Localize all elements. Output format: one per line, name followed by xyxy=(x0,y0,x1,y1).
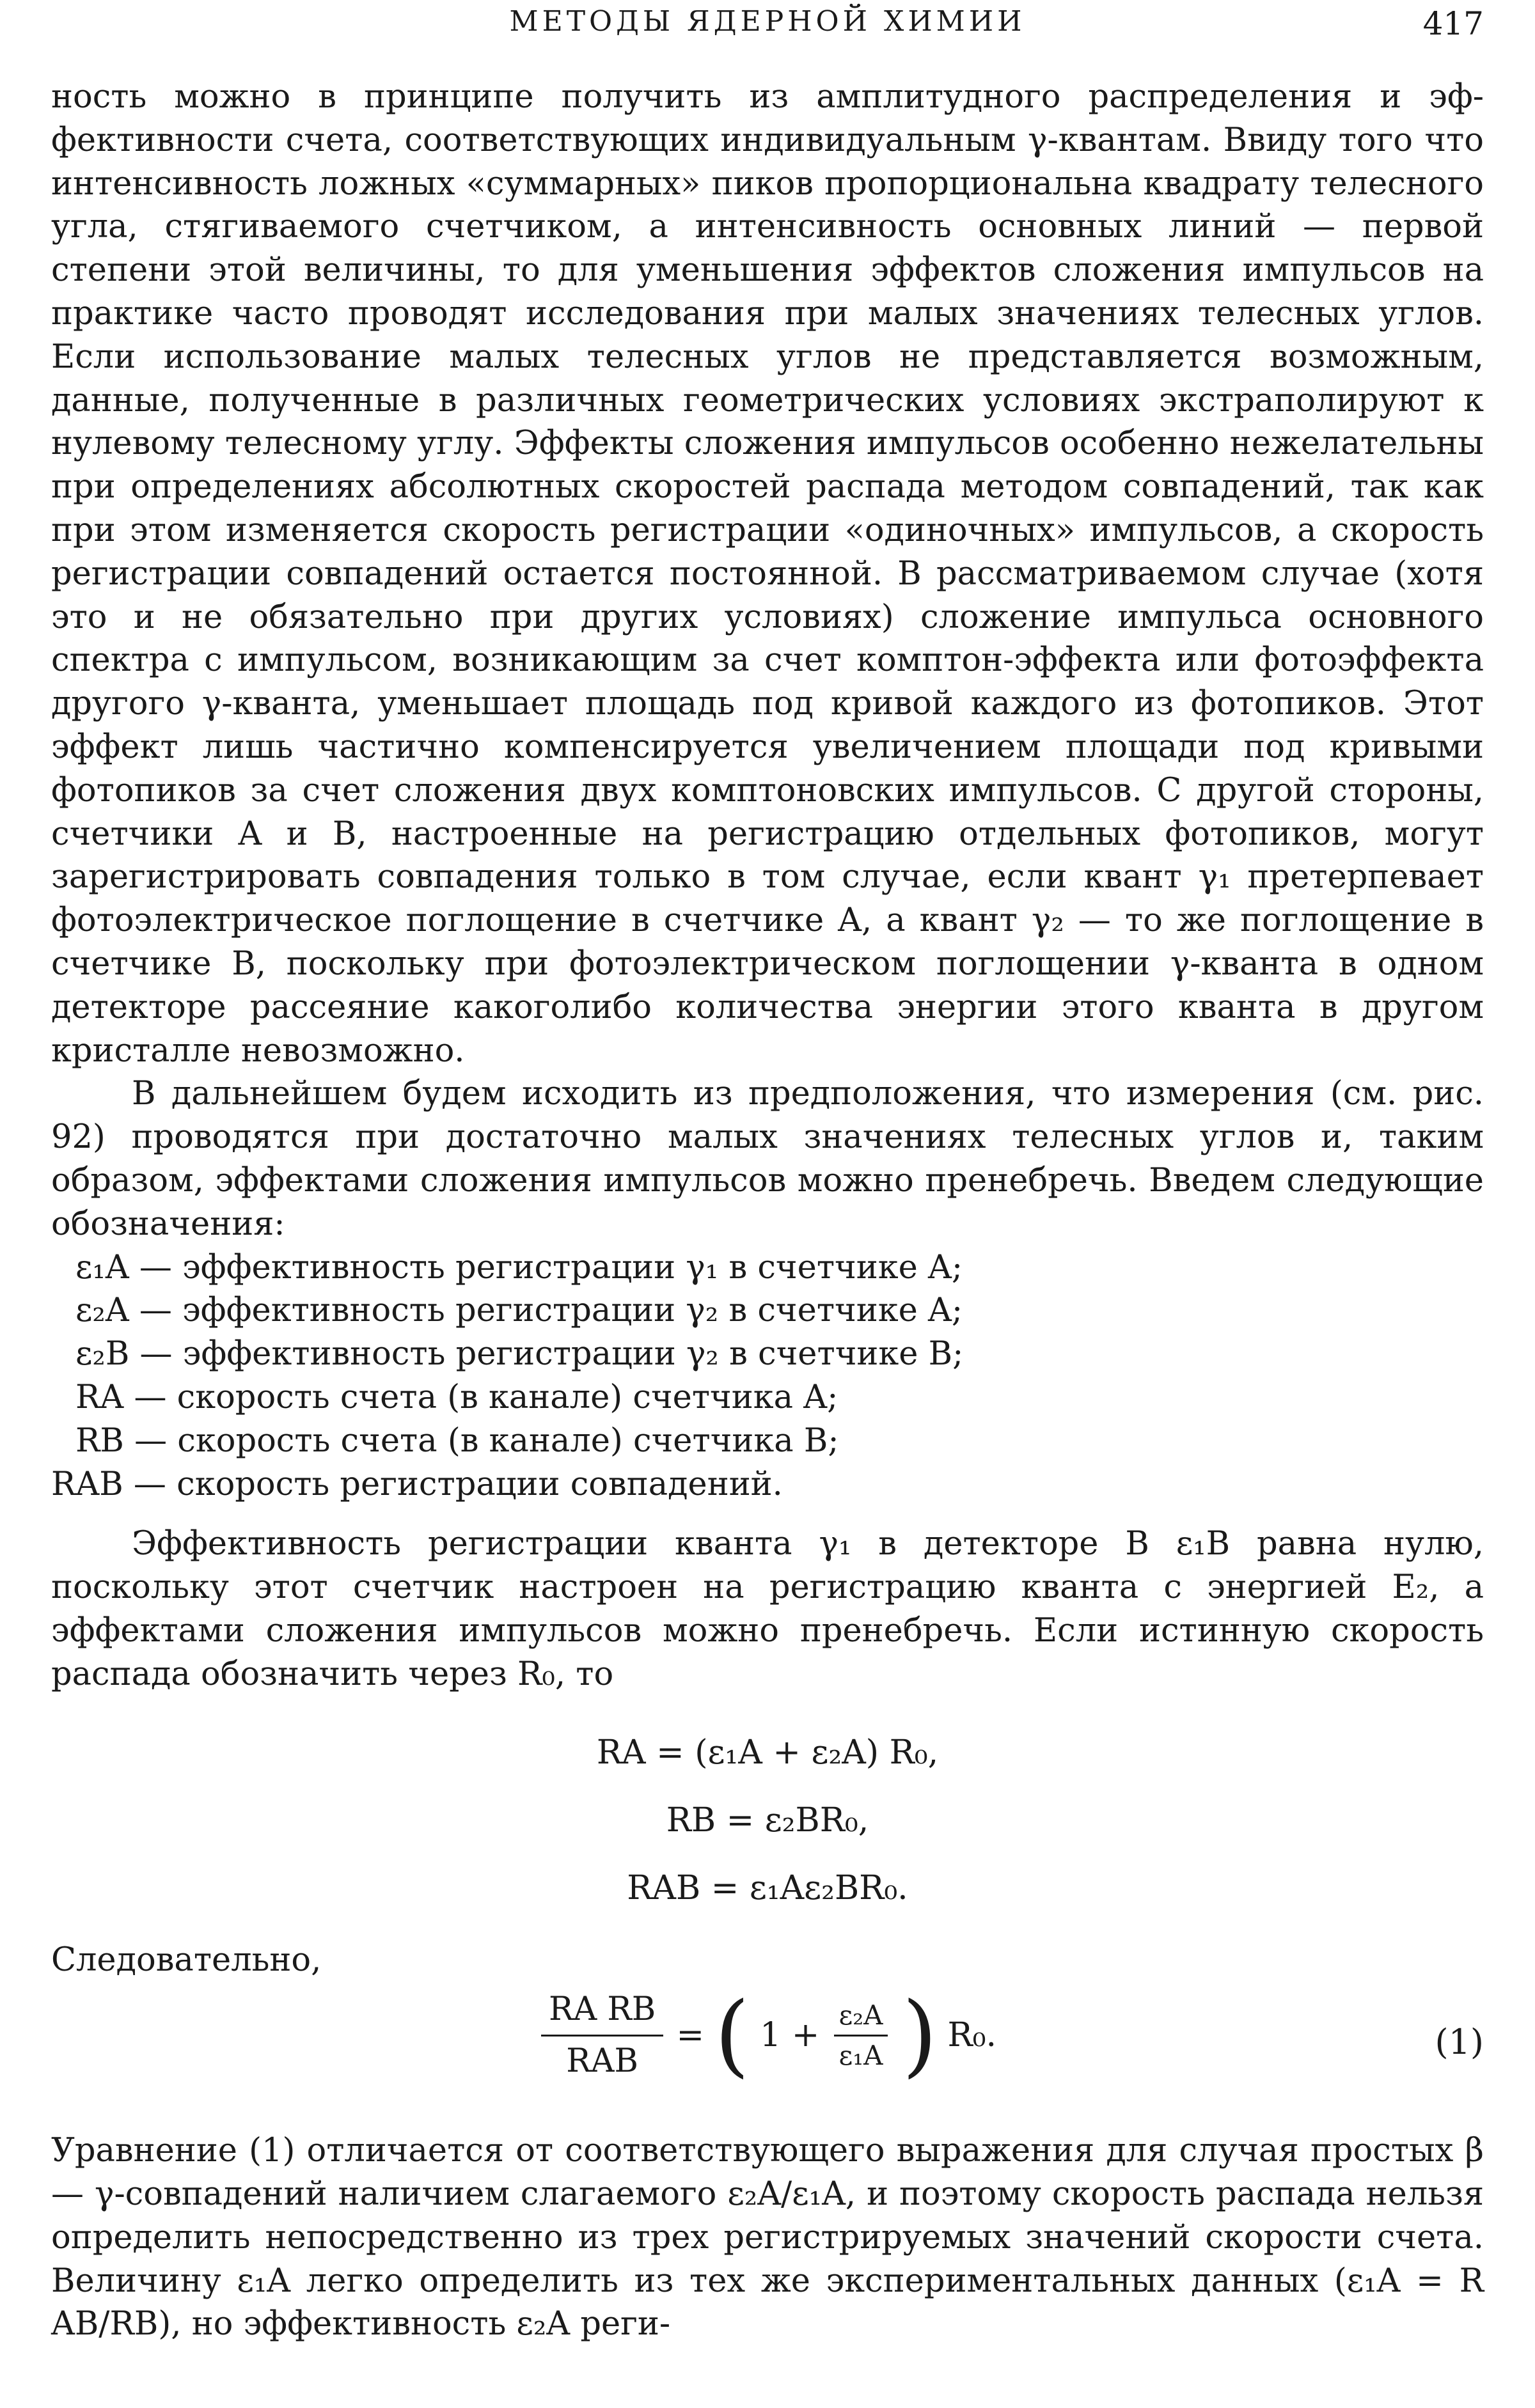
page-header xyxy=(51,0,1484,51)
ratio-denominator: ε₁A xyxy=(838,2040,883,2072)
equals-sign: = xyxy=(676,2015,705,2054)
page-body xyxy=(51,75,1484,2346)
fraction-numerator: RA RB xyxy=(541,1989,663,2037)
equation-ra: RA = (ε₁A + ε₂A) R₀, xyxy=(596,1733,939,1772)
definition-item: RB — скорость счета (в канале) счетчика B; xyxy=(75,1421,839,1460)
page-number: 417 xyxy=(1422,5,1484,42)
paragraph-2: В дальнейшем будем исходить из предположения, что измерения (см. рис. 92) проводятся при достаточно малых значениях телесных углов и, таким образом, эффектами сложения импульсов можно пренебречь. Введем следующие обозначения: xyxy=(51,1075,1484,1243)
ratio-numerator: ε₂A xyxy=(834,1999,888,2037)
paragraph-3: Эффективность регистрации кванта γ₁ в детекторе B ε₁B равна нулю, поскольку этот счетчик настроен на регистрацию кванта с энергией E₂, а эффектами сложения импульсов можно пренебречь. Если истинную скорость распада обозначить через R₀, то xyxy=(51,1525,1484,1693)
definition-item: RA — скорость счета (в канале) счетчика A; xyxy=(75,1378,838,1416)
paragraph-5: Уравнение (1) отличается от соответствующего выражения для случая простых β — γ-совпадений наличием слагаемого ε₂A/ε₁A, и поэтому скорость распада нельзя определить непосредственно из трех регистрируемых значений скорости счета. Величину ε₁A легко определить из тех же экспериментальных данных (ε₁A = R AB/RB), но эффективность ε₂A реги- xyxy=(51,2132,1484,2343)
right-parenthesis: ) xyxy=(902,1983,938,2088)
equation-rab: RAB = ε₁Aε₂BR₀. xyxy=(627,1869,908,1908)
one-plus-term: 1 + xyxy=(760,2015,820,2054)
definition-item: ε₂A — эффективность регистрации γ₂ в счетчике A; xyxy=(75,1292,963,1330)
main-fraction xyxy=(541,1989,663,2083)
running-title: МЕТОДЫ ЯДЕРНОЙ ХИМИИ xyxy=(509,5,1026,38)
definitions-list xyxy=(51,1246,1484,1506)
r0-term: R₀. xyxy=(947,2015,997,2054)
epsilon-ratio-fraction xyxy=(834,1999,888,2072)
fraction-denominator: RAB xyxy=(566,2042,638,2081)
left-parenthesis: ( xyxy=(714,1983,750,2088)
equation-1 xyxy=(51,1983,1484,2110)
paragraph-1: ность можно в принципе получить из амплитудного распределения и эффективности счета, соответствующих индивидуальным γ-квантам. Ввиду того что интенсивность ложных «суммарных» пиков пропорциональна квадрату телесного угла, стягиваемого счетчиком, а интенсивность основных линий — первой степени этой величины, то для уменьшения эффектов сложения импульсов на практике часто проводят исследования при малых значениях телесных углов. Если использование малых телесных углов не представляется возможным, данные, полученные в различных геометрических условиях экстраполируют к нулевому телесному углу. Эффекты сложения импульсов особенно нежелательны при определениях абсолютных скоростей распада методом совпадений, так как при этом изменяется скорость регистрации «одиночных» импульсов, а скорость регистрации совпадений остается постоянной. В рассматриваемом случае (хотя это и не обязательно при других условиях) сложение импульса основного спектра с импульсом, возникающим за счет комптон-эффекта или фотоэффекта другого γ-кванта, уменьшает площадь под кривой каждого из фотопиков. Этот эффект лишь частично компенсируется увеличением площади под кривыми фотопиков за счет сложения двух комптоновских импульсов. С другой стороны, счетчики A и B, настроенные на регистрацию отдельных фотопиков, могут зарегистрировать совпадения только в том случае, если квант γ₁ претерпевает фотоэлектрическое поглощение в счетчике A, а квант γ₂ — то же поглощение в счетчике B, поскольку при фотоэлектрическом поглощении γ-кванта в одном детекторе рассеяние какоголибо количества энергии этого кванта в другом кристалле невозможно. xyxy=(51,78,1484,1070)
equation-system xyxy=(51,1719,1484,1922)
definition-item: ε₂B — эффективность регистрации γ₂ в счетчике B; xyxy=(75,1335,964,1373)
definition-item: ε₁A — эффективность регистрации γ₁ в счетчике A; xyxy=(75,1248,963,1286)
paragraph-4: Следовательно, xyxy=(51,1941,322,1980)
equation-1-body xyxy=(51,1983,1484,2088)
equation-number: (1) xyxy=(1435,2022,1484,2063)
definition-item: RAB — скорость регистрации совпадений. xyxy=(51,1465,783,1503)
equation-rb: RB = ε₂BR₀, xyxy=(666,1801,869,1840)
